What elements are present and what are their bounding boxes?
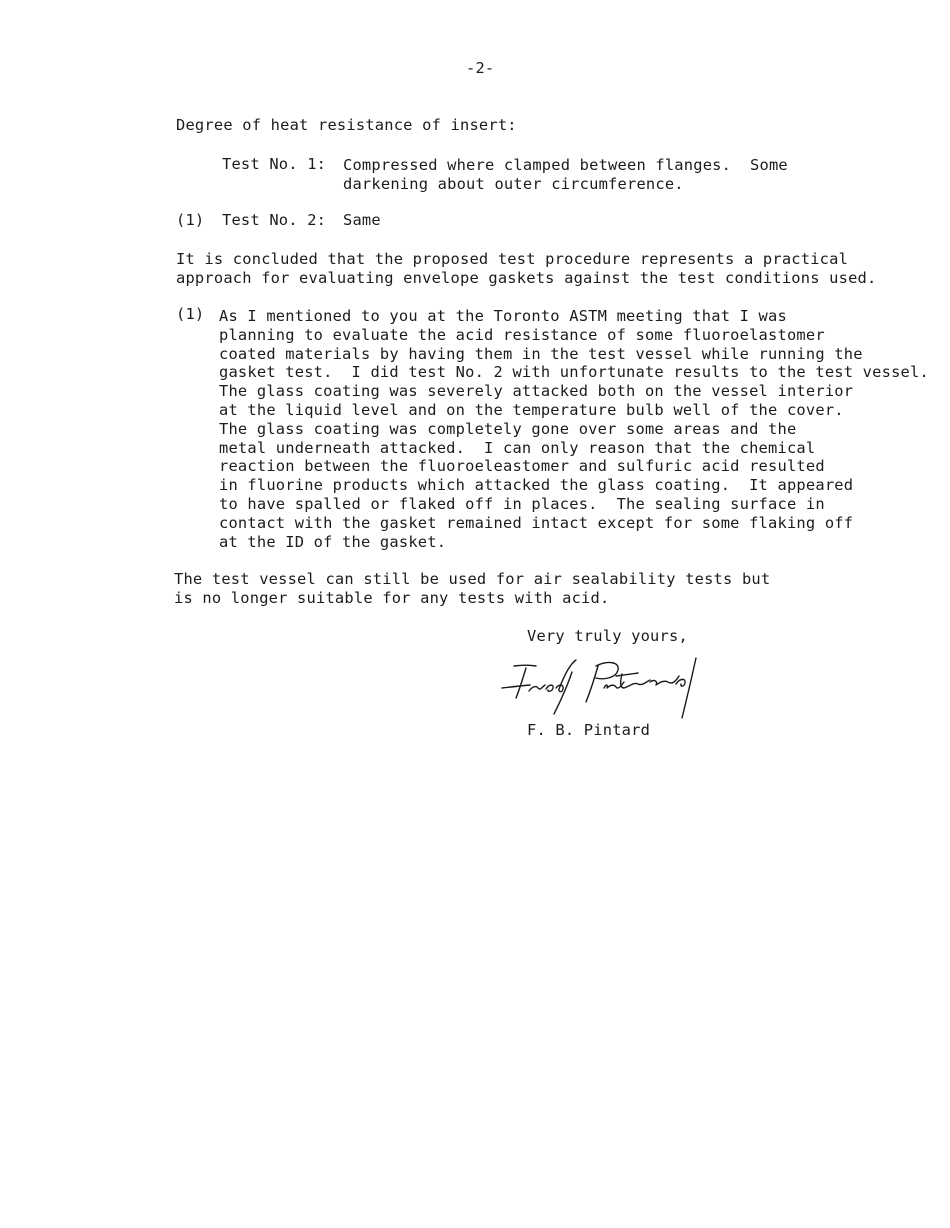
- signatory-name: F. B. Pintard: [527, 721, 651, 739]
- conclusion-line-2: approach for evaluating envelope gaskets against the test conditions used.: [176, 268, 877, 287]
- note-paragraph: [219, 307, 929, 551]
- heading: Degree of heat resistance of insert:: [176, 116, 517, 134]
- conclusion-line-1: It is concluded that the proposed test procedure represents a practical: [176, 250, 849, 268]
- note-line-8: metal underneath attacked. I can only reason that the chemical: [219, 438, 816, 457]
- note-marker: (1): [176, 305, 205, 323]
- note-line-13: at the ID of the gasket.: [219, 532, 447, 551]
- conclusion-paragraph: [176, 250, 876, 288]
- note-line-5: The glass coating was severely attacked both on the vessel interior: [219, 382, 854, 401]
- note-line-10: in fluorine products which attacked the glass coating. It appeared: [219, 476, 854, 495]
- test-1-line-1: Compressed where clamped between flanges. Some: [343, 156, 788, 174]
- test-1-label: Test No. 1:: [222, 155, 327, 173]
- signature-image: [496, 654, 716, 724]
- final-line-2: is no longer suitable for any tests with acid.: [174, 588, 610, 607]
- test-2-description: Same: [343, 211, 381, 229]
- test-2-label: Test No. 2:: [222, 211, 327, 229]
- note-line-6: at the liquid level and on the temperature bulb well of the cover.: [219, 400, 844, 419]
- test-1-description: [343, 156, 788, 194]
- test-1-line-2: darkening about outer circumference.: [343, 174, 684, 193]
- note-line-11: to have spalled or flaked off in places. The sealing surface in: [219, 494, 825, 513]
- test-2-marker: (1): [176, 211, 205, 229]
- note-line-2: planning to evaluate the acid resistance of some fluoroelastomer: [219, 325, 825, 344]
- note-line-9: reaction between the fluoroeleastomer and sulfuric acid resulted: [219, 457, 825, 476]
- closing: Very truly yours,: [527, 627, 688, 645]
- note-line-4: gasket test. I did test No. 2 with unfortunate results to the test vessel.: [219, 363, 929, 382]
- note-line-1: As I mentioned to you at the Toronto ASTM meeting that I was: [219, 307, 787, 325]
- final-line-1: The test vessel can still be used for air sealability tests but: [174, 570, 771, 588]
- note-line-7: The glass coating was completely gone over some areas and the: [219, 419, 797, 438]
- final-paragraph: [174, 570, 770, 608]
- page-number: -2-: [466, 59, 495, 77]
- note-line-12: contact with the gasket remained intact except for some flaking off: [219, 513, 854, 532]
- note-line-3: coated materials by having them in the test vessel while running the: [219, 344, 863, 363]
